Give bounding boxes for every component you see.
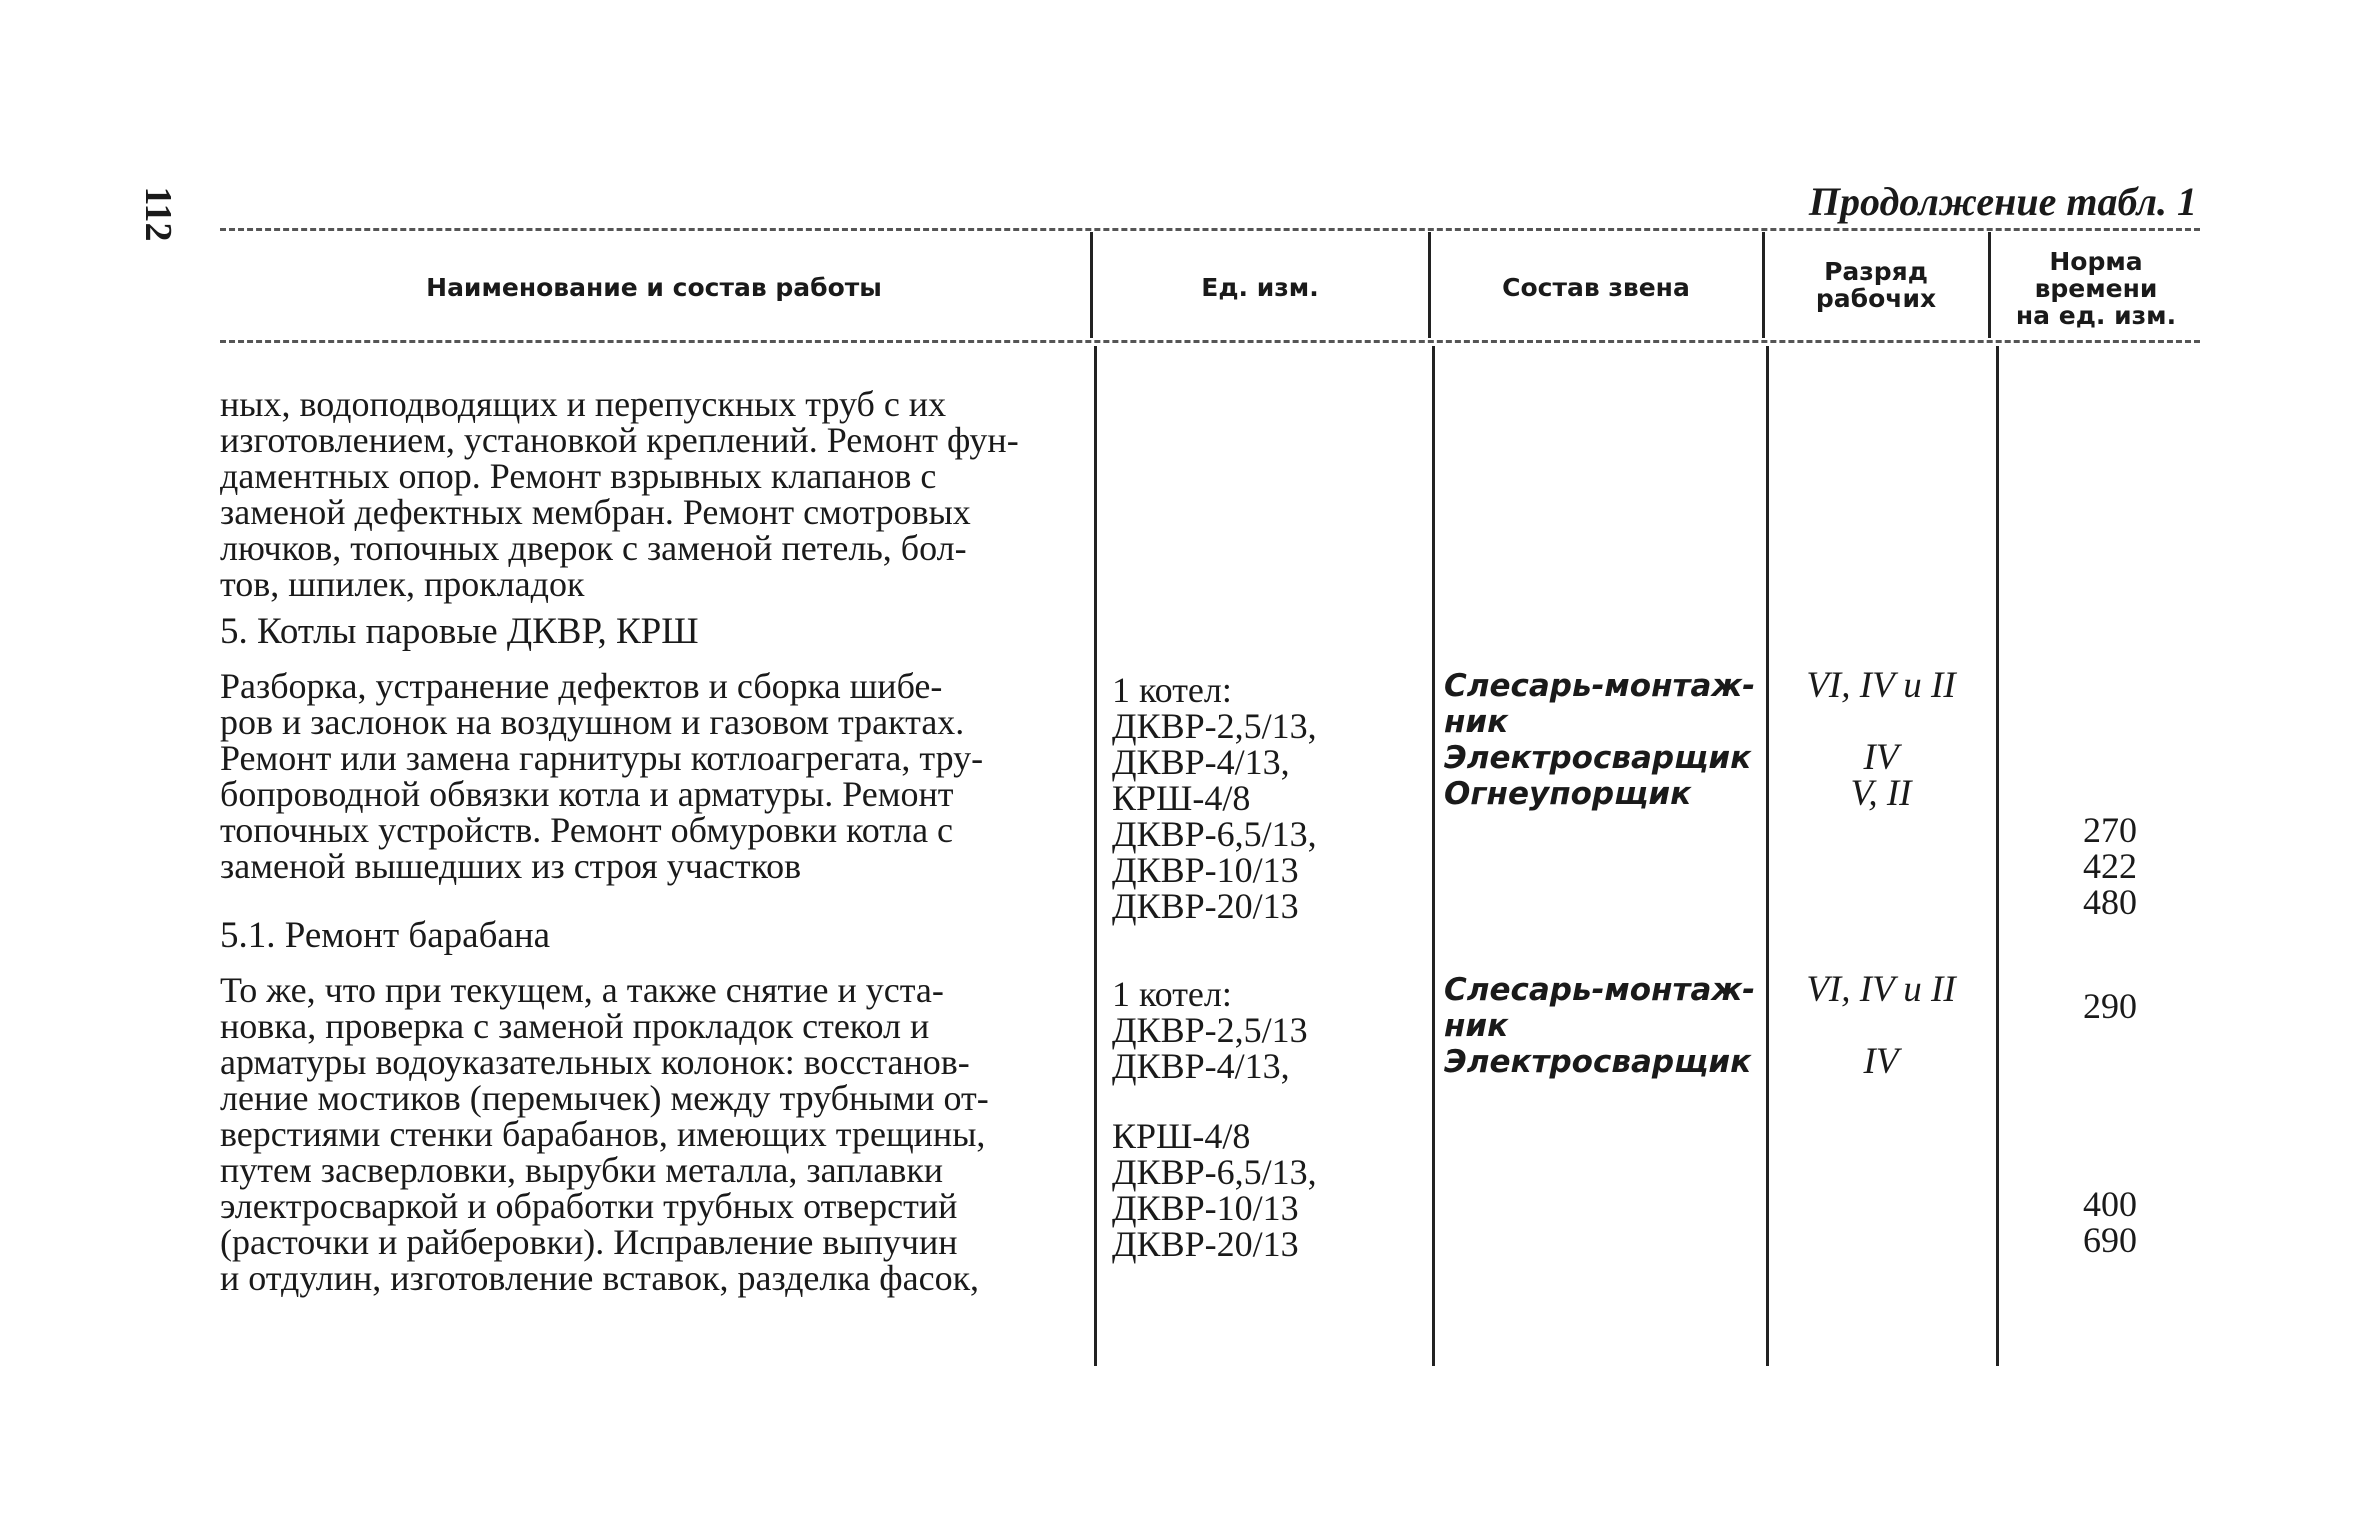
header-unit bbox=[1094, 274, 1426, 301]
text-line: бопроводной обвязки котла и арматуры. Ремонт bbox=[220, 774, 954, 814]
text-line: Разборка, устранение дефектов и сборка шибе- bbox=[220, 666, 943, 706]
unit-line: КРШ-4/8 bbox=[1112, 778, 1251, 818]
text-line: новка, проверка с заменой прокладок стекол и bbox=[220, 1006, 930, 1046]
unit-line: ДКВР-4/13, bbox=[1112, 742, 1290, 782]
norm-value: 400 bbox=[2083, 1184, 2137, 1224]
norm-value: 290 bbox=[2083, 986, 2137, 1026]
norm-value: 422 bbox=[2083, 846, 2137, 886]
norm-value: 690 bbox=[2083, 1220, 2137, 1260]
crew-line: Слесарь-монтаж- bbox=[1444, 972, 1756, 1008]
grade-line bbox=[1770, 1008, 1992, 1044]
text-line: тов, шпилек, прокладок bbox=[220, 564, 585, 604]
unit-line: КРШ-4/8 bbox=[1112, 1116, 1251, 1156]
unit-line: ДКВР-10/13 bbox=[1112, 1188, 1299, 1228]
header-grade bbox=[1766, 258, 1986, 312]
header-crew bbox=[1432, 274, 1760, 301]
text-line: электросваркой и обработки трубных отверстий bbox=[220, 1186, 958, 1226]
crew-line: Огнеупорщик bbox=[1444, 776, 1692, 812]
body-divider-4 bbox=[1996, 346, 1999, 1366]
text-line: заменой вышедших из строя участков bbox=[220, 846, 802, 886]
grade-line: IV bbox=[1863, 737, 1899, 778]
body-divider-1 bbox=[1094, 346, 1097, 1366]
text-line: ных, водоподводящих и перепускных труб с их bbox=[220, 384, 947, 424]
text-line: Ремонт или замена гарнитуры котлоагрегата, тру- bbox=[220, 738, 984, 778]
norm-value: 270 bbox=[2083, 810, 2137, 850]
section-5-norms bbox=[2040, 812, 2180, 920]
grade-line: IV bbox=[1863, 1041, 1899, 1082]
unit-line: ДКВР-20/13 bbox=[1112, 886, 1299, 926]
header-divider-2 bbox=[1428, 232, 1431, 338]
page-number: 112 bbox=[137, 186, 179, 242]
header-norm-line: Норма bbox=[2049, 247, 2143, 276]
header-unit-text: Ед. изм. bbox=[1201, 273, 1319, 302]
header-bottom-rule bbox=[220, 340, 2200, 343]
section-5-grades bbox=[1770, 665, 1992, 814]
grade-line bbox=[1770, 704, 1992, 740]
section-5-1-units-b bbox=[1112, 1118, 1317, 1262]
header-name bbox=[220, 274, 1088, 301]
intro-paragraph bbox=[220, 386, 1072, 602]
unit-line: ДКВР-2,5/13 bbox=[1112, 1010, 1308, 1050]
text-line: То же, что при текущем, а также снятие и уста- bbox=[220, 970, 944, 1010]
section-5-title: 5. Котлы паровые ДКВР, КРШ bbox=[220, 611, 699, 652]
header-norm-line: на ед. изм. bbox=[2015, 301, 2177, 330]
unit-line: 1 котел: bbox=[1112, 974, 1232, 1014]
text-line: путем засверловки, вырубки металла, заплавки bbox=[220, 1150, 944, 1190]
body-divider-2 bbox=[1432, 346, 1435, 1366]
crew-line: Слесарь-монтаж- bbox=[1444, 668, 1756, 704]
section-5-1-norm-first bbox=[2040, 988, 2180, 1024]
section-5-1-norms bbox=[2040, 1186, 2180, 1258]
crew-line: Электросварщик bbox=[1444, 740, 1752, 776]
section-5-1-title: 5.1. Ремонт барабана bbox=[220, 915, 551, 956]
unit-line: 1 котел: bbox=[1112, 670, 1232, 710]
text-line: заменой дефектных мембран. Ремонт смотровых bbox=[220, 492, 971, 532]
header-grade-line: Разряд bbox=[1824, 257, 1928, 286]
body-divider-3 bbox=[1766, 346, 1769, 1366]
header-divider-4 bbox=[1988, 232, 1991, 338]
section-5-units bbox=[1112, 672, 1317, 924]
header-top-rule bbox=[220, 228, 2200, 231]
header-name-text: Наименование и состав работы bbox=[426, 273, 882, 302]
section-5-crew bbox=[1444, 668, 1755, 812]
text-line: и отдулин, изготовление вставок, разделка фасок, bbox=[220, 1258, 980, 1298]
section-5-1-units-a bbox=[1112, 976, 1308, 1084]
header-divider-3 bbox=[1762, 232, 1765, 338]
unit-line: ДКВР-4/13, bbox=[1112, 1046, 1290, 1086]
text-line: топочных устройств. Ремонт обмуровки котла с bbox=[220, 810, 954, 850]
crew-line: ник bbox=[1444, 704, 1509, 740]
text-line: арматуры водоуказательных колонок: восстанов- bbox=[220, 1042, 970, 1082]
crew-line: Электросварщик bbox=[1444, 1044, 1752, 1080]
text-line: лючков, топочных дверок с заменой петель, бол- bbox=[220, 528, 967, 568]
unit-line: ДКВР-2,5/13, bbox=[1112, 706, 1317, 746]
text-line: (расточки и райберовки). Исправление выпучин bbox=[220, 1222, 958, 1262]
text-line: верстиями стенки барабанов, имеющих трещины, bbox=[220, 1114, 986, 1154]
text-line: даментных опор. Ремонт взрывных клапанов с bbox=[220, 456, 937, 496]
grade-line: VI, IV и II bbox=[1806, 665, 1956, 706]
grade-line: VI, IV и II bbox=[1806, 969, 1956, 1010]
section-5-1-grades bbox=[1770, 969, 1992, 1082]
text-line: изготовлением, установкой креплений. Ремонт фун- bbox=[220, 420, 1019, 460]
header-crew-text: Состав звена bbox=[1502, 273, 1690, 302]
unit-line: ДКВР-6,5/13, bbox=[1112, 1152, 1317, 1192]
unit-line: ДКВР-10/13 bbox=[1112, 850, 1299, 890]
section-5-description bbox=[220, 668, 1072, 884]
grade-line: V, II bbox=[1850, 773, 1912, 814]
norm-value: 480 bbox=[2083, 882, 2137, 922]
header-divider-1 bbox=[1090, 232, 1093, 338]
table-continuation-label: Продолжение табл. 1 bbox=[1808, 179, 2197, 224]
text-line: ров и заслонок на воздушном и газовом трактах. bbox=[220, 702, 965, 742]
header-grade-line: рабочих bbox=[1815, 284, 1937, 313]
crew-line: ник bbox=[1444, 1008, 1509, 1044]
section-5-1-crew bbox=[1444, 972, 1755, 1080]
section-5-1-description bbox=[220, 972, 1072, 1296]
unit-line: ДКВР-20/13 bbox=[1112, 1224, 1299, 1264]
unit-line: ДКВР-6,5/13, bbox=[1112, 814, 1317, 854]
text-line: ление мостиков (перемычек) между трубными от- bbox=[220, 1078, 989, 1118]
header-norm bbox=[1992, 248, 2200, 329]
header-norm-line: времени bbox=[2034, 274, 2158, 303]
